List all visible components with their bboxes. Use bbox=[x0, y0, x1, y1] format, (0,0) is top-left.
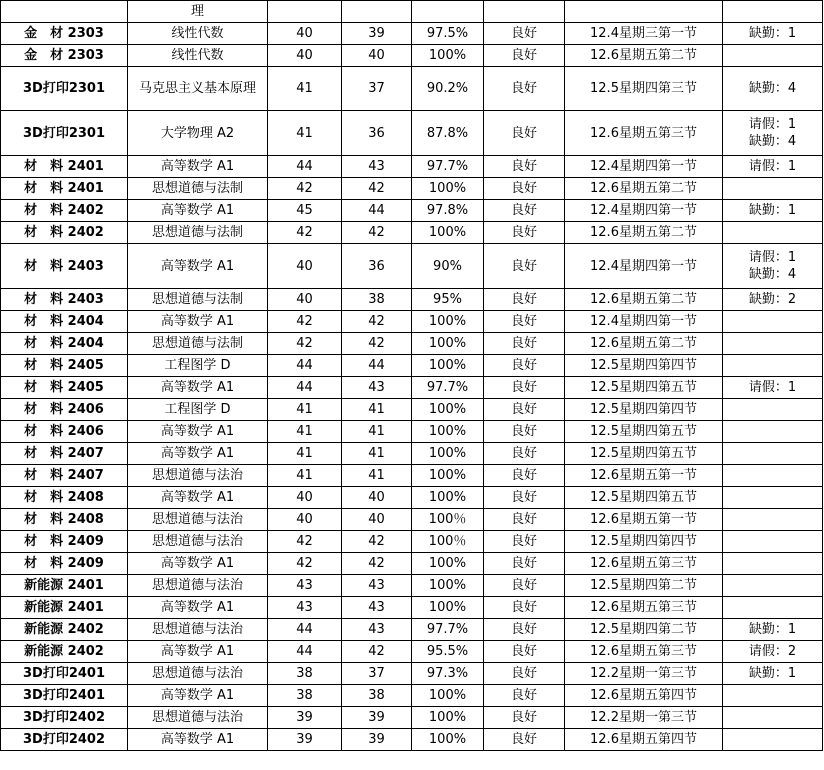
class-cell: 新能源 2402 bbox=[1, 619, 128, 641]
discipline-cell: 良好 bbox=[484, 619, 565, 641]
class-cell: 材 料 2409 bbox=[1, 531, 128, 553]
remark-cell bbox=[723, 1, 823, 23]
attendance-rate-cell: 100% bbox=[412, 465, 484, 487]
discipline-cell bbox=[484, 1, 565, 23]
remark-cell bbox=[723, 553, 823, 575]
class-cell: 材 料 2402 bbox=[1, 222, 128, 244]
attendance-rate-cell: 100% bbox=[412, 707, 484, 729]
present-cell: 39 bbox=[342, 707, 412, 729]
present-cell: 42 bbox=[342, 178, 412, 200]
class-cell: 材 料 2404 bbox=[1, 333, 128, 355]
table-row bbox=[1, 575, 823, 597]
attendance-rate-cell: 100% bbox=[412, 553, 484, 575]
table-row bbox=[1, 443, 823, 465]
enrolled-cell: 42 bbox=[268, 553, 342, 575]
attendance-rate-cell: 90% bbox=[412, 244, 484, 289]
discipline-cell: 良好 bbox=[484, 111, 565, 156]
table-row bbox=[1, 156, 823, 178]
class-time-cell: 12.4星期三第一节 bbox=[565, 23, 723, 45]
class-time-cell: 12.6星期五第二节 bbox=[565, 289, 723, 311]
enrolled-cell: 42 bbox=[268, 311, 342, 333]
discipline-cell: 良好 bbox=[484, 333, 565, 355]
enrolled-cell: 42 bbox=[268, 531, 342, 553]
discipline-cell: 良好 bbox=[484, 663, 565, 685]
class-cell: 3D打印2401 bbox=[1, 685, 128, 707]
course-cell: 思想道德与法治 bbox=[128, 465, 268, 487]
class-cell: 材 料 2401 bbox=[1, 178, 128, 200]
attendance-rate-cell: 97.8% bbox=[412, 200, 484, 222]
table-row bbox=[1, 111, 823, 156]
discipline-cell: 良好 bbox=[484, 311, 565, 333]
present-cell: 41 bbox=[342, 443, 412, 465]
enrolled-cell: 44 bbox=[268, 377, 342, 399]
present-cell: 43 bbox=[342, 619, 412, 641]
class-time-cell: 12.6星期五第一节 bbox=[565, 509, 723, 531]
enrolled-cell: 44 bbox=[268, 355, 342, 377]
table-row bbox=[1, 597, 823, 619]
table-body bbox=[1, 1, 823, 751]
attendance-rate-cell: 95.5% bbox=[412, 641, 484, 663]
attendance-rate-cell: 100% bbox=[412, 178, 484, 200]
attendance-rate-cell: 100% bbox=[412, 487, 484, 509]
attendance-rate-cell: 95% bbox=[412, 289, 484, 311]
discipline-cell: 良好 bbox=[484, 685, 565, 707]
remark-cell bbox=[723, 575, 823, 597]
table-row bbox=[1, 663, 823, 685]
present-cell: 38 bbox=[342, 289, 412, 311]
class-cell: 3D打印2301 bbox=[1, 111, 128, 156]
class-cell: 材 料 2403 bbox=[1, 289, 128, 311]
class-time-cell: 12.6星期五第二节 bbox=[565, 45, 723, 67]
discipline-cell: 良好 bbox=[484, 289, 565, 311]
discipline-cell: 良好 bbox=[484, 553, 565, 575]
present-cell bbox=[342, 1, 412, 23]
attendance-rate-cell: 90.2% bbox=[412, 67, 484, 111]
course-cell: 高等数学 A1 bbox=[128, 729, 268, 751]
course-cell: 思想道德与法治 bbox=[128, 619, 268, 641]
attendance-rate-cell: 97.3% bbox=[412, 663, 484, 685]
class-time-cell: 12.5星期四第五节 bbox=[565, 487, 723, 509]
course-cell: 思想道德与法治 bbox=[128, 531, 268, 553]
attendance-rate-cell: 100% bbox=[412, 443, 484, 465]
enrolled-cell: 43 bbox=[268, 575, 342, 597]
discipline-cell: 良好 bbox=[484, 421, 565, 443]
enrolled-cell: 45 bbox=[268, 200, 342, 222]
attendance-rate-cell: 97.7% bbox=[412, 377, 484, 399]
attendance-rate-cell: 100% bbox=[412, 311, 484, 333]
class-time-cell: 12.5星期四第五节 bbox=[565, 377, 723, 399]
remark-cell: 缺勤：2 bbox=[723, 289, 823, 311]
table-row bbox=[1, 244, 823, 289]
table-row bbox=[1, 355, 823, 377]
class-time-cell: 12.6星期五第四节 bbox=[565, 685, 723, 707]
course-cell: 高等数学 A1 bbox=[128, 244, 268, 289]
class-time-cell: 12.5星期四第三节 bbox=[565, 67, 723, 111]
course-cell: 工程图学 D bbox=[128, 355, 268, 377]
class-cell: 材 料 2406 bbox=[1, 421, 128, 443]
remark-cell bbox=[723, 729, 823, 751]
remark-cell bbox=[723, 509, 823, 531]
discipline-cell: 良好 bbox=[484, 465, 565, 487]
attendance-rate-cell: 87.8% bbox=[412, 111, 484, 156]
class-time-cell: 12.6星期五第四节 bbox=[565, 729, 723, 751]
remark-cell bbox=[723, 222, 823, 244]
present-cell: 39 bbox=[342, 729, 412, 751]
enrolled-cell: 40 bbox=[268, 509, 342, 531]
class-time-cell: 12.5星期四第五节 bbox=[565, 421, 723, 443]
course-cell: 思想道德与法制 bbox=[128, 289, 268, 311]
table-row bbox=[1, 23, 823, 45]
class-cell: 材 料 2407 bbox=[1, 443, 128, 465]
course-cell: 线性代数 bbox=[128, 23, 268, 45]
course-cell: 思想道德与法制 bbox=[128, 222, 268, 244]
class-cell: 材 料 2406 bbox=[1, 399, 128, 421]
table-row bbox=[1, 1, 823, 23]
present-cell: 43 bbox=[342, 597, 412, 619]
enrolled-cell: 42 bbox=[268, 333, 342, 355]
present-cell: 44 bbox=[342, 355, 412, 377]
enrolled-cell: 42 bbox=[268, 222, 342, 244]
table-row bbox=[1, 289, 823, 311]
discipline-cell: 良好 bbox=[484, 641, 565, 663]
present-cell: 43 bbox=[342, 377, 412, 399]
enrolled-cell: 41 bbox=[268, 67, 342, 111]
discipline-cell: 良好 bbox=[484, 575, 565, 597]
remark-cell bbox=[723, 355, 823, 377]
remark-cell bbox=[723, 178, 823, 200]
remark-cell bbox=[723, 399, 823, 421]
attendance-rate-cell: 97.7% bbox=[412, 156, 484, 178]
class-time-cell: 12.5星期四第四节 bbox=[565, 355, 723, 377]
class-time-cell bbox=[565, 1, 723, 23]
class-cell bbox=[1, 1, 128, 23]
course-cell: 高等数学 A1 bbox=[128, 597, 268, 619]
discipline-cell: 良好 bbox=[484, 729, 565, 751]
course-cell: 高等数学 A1 bbox=[128, 487, 268, 509]
course-cell: 马克思主义基本原理 bbox=[128, 67, 268, 111]
remark-cell bbox=[723, 443, 823, 465]
table-row bbox=[1, 465, 823, 487]
enrolled-cell bbox=[268, 1, 342, 23]
present-cell: 42 bbox=[342, 333, 412, 355]
enrolled-cell: 41 bbox=[268, 465, 342, 487]
class-time-cell: 12.6星期五第三节 bbox=[565, 641, 723, 663]
class-cell: 材 料 2401 bbox=[1, 156, 128, 178]
class-time-cell: 12.5星期四第四节 bbox=[565, 531, 723, 553]
remark-cell: 缺勤：1 bbox=[723, 663, 823, 685]
class-cell: 材 料 2403 bbox=[1, 244, 128, 289]
course-cell: 高等数学 A1 bbox=[128, 641, 268, 663]
attendance-rate-cell: 100% bbox=[412, 222, 484, 244]
course-cell: 大学物理 A2 bbox=[128, 111, 268, 156]
class-time-cell: 12.6星期五第三节 bbox=[565, 553, 723, 575]
discipline-cell: 良好 bbox=[484, 45, 565, 67]
present-cell: 40 bbox=[342, 487, 412, 509]
remark-cell: 请假：2 bbox=[723, 641, 823, 663]
class-cell: 3D打印2401 bbox=[1, 663, 128, 685]
enrolled-cell: 38 bbox=[268, 663, 342, 685]
enrolled-cell: 40 bbox=[268, 289, 342, 311]
table-row bbox=[1, 531, 823, 553]
attendance-rate-cell: 100% bbox=[412, 333, 484, 355]
enrolled-cell: 42 bbox=[268, 178, 342, 200]
present-cell: 37 bbox=[342, 663, 412, 685]
attendance-rate-cell: 100% bbox=[412, 575, 484, 597]
present-cell: 42 bbox=[342, 553, 412, 575]
table-row bbox=[1, 178, 823, 200]
class-time-cell: 12.5星期四第二节 bbox=[565, 619, 723, 641]
class-cell: 金 材 2303 bbox=[1, 45, 128, 67]
course-cell: 思想道德与法治 bbox=[128, 575, 268, 597]
table-row bbox=[1, 685, 823, 707]
class-time-cell: 12.5星期四第四节 bbox=[565, 399, 723, 421]
class-time-cell: 12.4星期四第一节 bbox=[565, 156, 723, 178]
remark-cell bbox=[723, 685, 823, 707]
enrolled-cell: 40 bbox=[268, 487, 342, 509]
class-time-cell: 12.5星期四第五节 bbox=[565, 443, 723, 465]
course-cell: 思想道德与法制 bbox=[128, 178, 268, 200]
present-cell: 40 bbox=[342, 45, 412, 67]
class-time-cell: 12.6星期五第二节 bbox=[565, 222, 723, 244]
table-row bbox=[1, 377, 823, 399]
course-cell: 思想道德与法治 bbox=[128, 663, 268, 685]
attendance-rate-cell: 97.7% bbox=[412, 619, 484, 641]
class-time-cell: 12.5星期四第二节 bbox=[565, 575, 723, 597]
enrolled-cell: 41 bbox=[268, 421, 342, 443]
course-cell: 理 bbox=[128, 1, 268, 23]
remark-cell: 请假：1 缺勤：4 bbox=[723, 244, 823, 289]
enrolled-cell: 38 bbox=[268, 685, 342, 707]
class-cell: 材 料 2409 bbox=[1, 553, 128, 575]
table-row bbox=[1, 487, 823, 509]
present-cell: 36 bbox=[342, 244, 412, 289]
remark-cell bbox=[723, 531, 823, 553]
table-row bbox=[1, 553, 823, 575]
attendance-rate-cell: 100％ bbox=[412, 509, 484, 531]
discipline-cell: 良好 bbox=[484, 707, 565, 729]
discipline-cell: 良好 bbox=[484, 377, 565, 399]
discipline-cell: 良好 bbox=[484, 244, 565, 289]
enrolled-cell: 40 bbox=[268, 244, 342, 289]
present-cell: 43 bbox=[342, 575, 412, 597]
class-time-cell: 12.4星期四第一节 bbox=[565, 244, 723, 289]
remark-cell bbox=[723, 311, 823, 333]
present-cell: 42 bbox=[342, 311, 412, 333]
table-row bbox=[1, 67, 823, 111]
class-cell: 材 料 2408 bbox=[1, 487, 128, 509]
enrolled-cell: 44 bbox=[268, 641, 342, 663]
attendance-rate-cell: 100% bbox=[412, 421, 484, 443]
present-cell: 41 bbox=[342, 421, 412, 443]
remark-cell: 请假：1 bbox=[723, 377, 823, 399]
present-cell: 38 bbox=[342, 685, 412, 707]
table-row bbox=[1, 619, 823, 641]
remark-cell bbox=[723, 597, 823, 619]
present-cell: 42 bbox=[342, 222, 412, 244]
attendance-rate-cell: 100% bbox=[412, 685, 484, 707]
present-cell: 41 bbox=[342, 399, 412, 421]
table-row bbox=[1, 707, 823, 729]
discipline-cell: 良好 bbox=[484, 222, 565, 244]
remark-cell: 缺勤：1 bbox=[723, 200, 823, 222]
attendance-rate-cell: 100% bbox=[412, 597, 484, 619]
enrolled-cell: 41 bbox=[268, 111, 342, 156]
enrolled-cell: 44 bbox=[268, 619, 342, 641]
table-row bbox=[1, 311, 823, 333]
course-cell: 高等数学 A1 bbox=[128, 377, 268, 399]
discipline-cell: 良好 bbox=[484, 23, 565, 45]
remark-cell: 请假：1 bbox=[723, 156, 823, 178]
class-cell: 3D打印2301 bbox=[1, 67, 128, 111]
remark-cell bbox=[723, 333, 823, 355]
course-cell: 高等数学 A1 bbox=[128, 156, 268, 178]
remark-cell bbox=[723, 487, 823, 509]
discipline-cell: 良好 bbox=[484, 156, 565, 178]
class-time-cell: 12.6星期五第三节 bbox=[565, 111, 723, 156]
remark-cell bbox=[723, 45, 823, 67]
class-time-cell: 12.6星期五第二节 bbox=[565, 333, 723, 355]
attendance-rate-cell: 100% bbox=[412, 729, 484, 751]
remark-cell: 请假：1 缺勤：4 bbox=[723, 111, 823, 156]
enrolled-cell: 41 bbox=[268, 443, 342, 465]
course-cell: 思想道德与法治 bbox=[128, 509, 268, 531]
present-cell: 44 bbox=[342, 200, 412, 222]
class-time-cell: 12.2星期一第三节 bbox=[565, 707, 723, 729]
class-cell: 3D打印2402 bbox=[1, 729, 128, 751]
course-cell: 工程图学 D bbox=[128, 399, 268, 421]
class-cell: 金 材 2303 bbox=[1, 23, 128, 45]
discipline-cell: 良好 bbox=[484, 200, 565, 222]
table-row bbox=[1, 641, 823, 663]
present-cell: 42 bbox=[342, 531, 412, 553]
enrolled-cell: 41 bbox=[268, 399, 342, 421]
course-cell: 线性代数 bbox=[128, 45, 268, 67]
table-row bbox=[1, 421, 823, 443]
attendance-rate-cell: 97.5% bbox=[412, 23, 484, 45]
attendance-rate-cell: 100％ bbox=[412, 531, 484, 553]
class-cell: 新能源 2402 bbox=[1, 641, 128, 663]
class-cell: 材 料 2404 bbox=[1, 311, 128, 333]
present-cell: 41 bbox=[342, 465, 412, 487]
class-time-cell: 12.6星期五第一节 bbox=[565, 465, 723, 487]
remark-cell bbox=[723, 421, 823, 443]
enrolled-cell: 39 bbox=[268, 729, 342, 751]
remark-cell: 缺勤：4 bbox=[723, 67, 823, 111]
class-time-cell: 12.6星期五第二节 bbox=[565, 178, 723, 200]
table-row bbox=[1, 222, 823, 244]
present-cell: 42 bbox=[342, 641, 412, 663]
enrolled-cell: 40 bbox=[268, 23, 342, 45]
remark-cell: 缺勤：1 bbox=[723, 619, 823, 641]
table-row bbox=[1, 200, 823, 222]
attendance-rate-cell: 100% bbox=[412, 355, 484, 377]
class-cell: 材 料 2405 bbox=[1, 377, 128, 399]
course-cell: 高等数学 A1 bbox=[128, 421, 268, 443]
course-cell: 思想道德与法治 bbox=[128, 707, 268, 729]
enrolled-cell: 39 bbox=[268, 707, 342, 729]
discipline-cell: 良好 bbox=[484, 531, 565, 553]
discipline-cell: 良好 bbox=[484, 67, 565, 111]
attendance-rate-cell bbox=[412, 1, 484, 23]
class-time-cell: 12.2星期一第三节 bbox=[565, 663, 723, 685]
enrolled-cell: 40 bbox=[268, 45, 342, 67]
course-cell: 高等数学 A1 bbox=[128, 311, 268, 333]
class-cell: 新能源 2401 bbox=[1, 575, 128, 597]
course-cell: 高等数学 A1 bbox=[128, 200, 268, 222]
discipline-cell: 良好 bbox=[484, 443, 565, 465]
present-cell: 40 bbox=[342, 509, 412, 531]
discipline-cell: 良好 bbox=[484, 399, 565, 421]
discipline-cell: 良好 bbox=[484, 178, 565, 200]
class-cell: 材 料 2405 bbox=[1, 355, 128, 377]
class-time-cell: 12.4星期四第一节 bbox=[565, 311, 723, 333]
class-time-cell: 12.4星期四第一节 bbox=[565, 200, 723, 222]
course-cell: 思想道德与法制 bbox=[128, 333, 268, 355]
course-cell: 高等数学 A1 bbox=[128, 685, 268, 707]
table-row bbox=[1, 729, 823, 751]
class-cell: 材 料 2408 bbox=[1, 509, 128, 531]
table-row bbox=[1, 399, 823, 421]
class-time-cell: 12.6星期五第三节 bbox=[565, 597, 723, 619]
class-cell: 材 料 2407 bbox=[1, 465, 128, 487]
present-cell: 43 bbox=[342, 156, 412, 178]
table-row bbox=[1, 333, 823, 355]
remark-cell bbox=[723, 707, 823, 729]
course-cell: 高等数学 A1 bbox=[128, 443, 268, 465]
table-row bbox=[1, 509, 823, 531]
discipline-cell: 良好 bbox=[484, 597, 565, 619]
class-cell: 新能源 2401 bbox=[1, 597, 128, 619]
table-row bbox=[1, 45, 823, 67]
present-cell: 36 bbox=[342, 111, 412, 156]
attendance-rate-cell: 100% bbox=[412, 45, 484, 67]
enrolled-cell: 44 bbox=[268, 156, 342, 178]
discipline-cell: 良好 bbox=[484, 509, 565, 531]
discipline-cell: 良好 bbox=[484, 355, 565, 377]
present-cell: 39 bbox=[342, 23, 412, 45]
remark-cell bbox=[723, 465, 823, 487]
attendance-rate-cell: 100% bbox=[412, 399, 484, 421]
class-cell: 3D打印2402 bbox=[1, 707, 128, 729]
enrolled-cell: 43 bbox=[268, 597, 342, 619]
present-cell: 37 bbox=[342, 67, 412, 111]
discipline-cell: 良好 bbox=[484, 487, 565, 509]
course-cell: 高等数学 A1 bbox=[128, 553, 268, 575]
class-cell: 材 料 2402 bbox=[1, 200, 128, 222]
remark-cell: 缺勤：1 bbox=[723, 23, 823, 45]
